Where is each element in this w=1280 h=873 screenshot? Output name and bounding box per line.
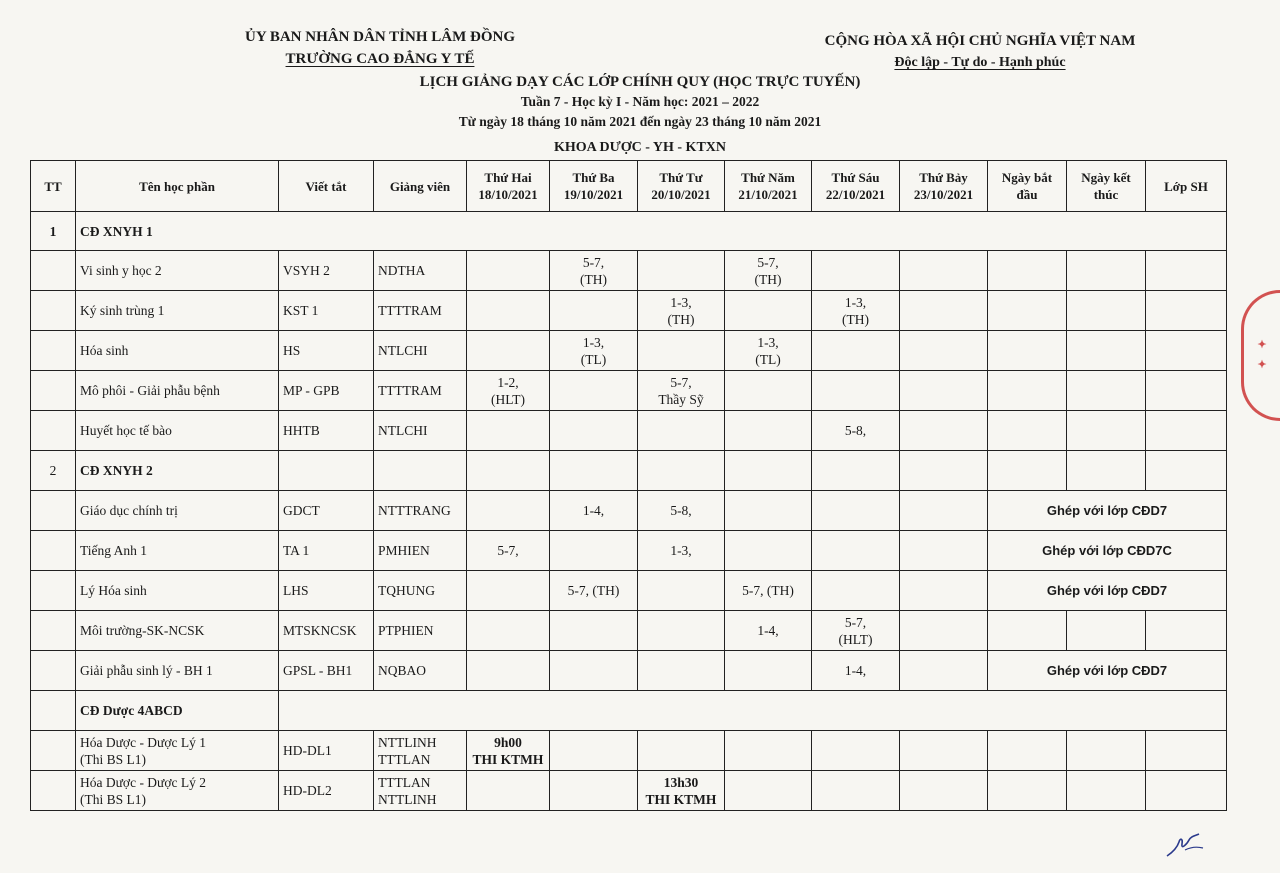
header-right xyxy=(800,30,1160,74)
subject-name: Giải phẫu sinh lý - BH 1 xyxy=(76,651,279,691)
session-mon xyxy=(467,371,550,411)
session-l1: 5-7, xyxy=(670,374,692,390)
merge-note: Ghép với lớp CĐD7 xyxy=(988,571,1227,611)
session-mon xyxy=(467,731,550,771)
table-row xyxy=(31,331,1227,371)
session-tue xyxy=(550,251,638,291)
col-fri xyxy=(812,161,900,212)
subject-name: Hóa sinh xyxy=(76,331,279,371)
province-committee: ỦY BAN NHÂN DÂN TỈNH LÂM ĐỒNG xyxy=(244,29,515,45)
teacher-l2: TTTLAN xyxy=(378,751,431,767)
header-row xyxy=(31,161,1227,212)
session-l2: (HLT) xyxy=(838,631,873,647)
subject-name xyxy=(76,771,279,811)
session-fri: 1-4, xyxy=(812,651,900,691)
subject-name: Huyết học tế bào xyxy=(76,411,279,451)
subject-name: Vi sinh y học 2 xyxy=(76,251,279,291)
subject-abbr: HD-DL2 xyxy=(279,771,374,811)
teacher: PMHIEN xyxy=(374,531,467,571)
group-row xyxy=(31,691,1227,731)
subject-abbr: KST 1 xyxy=(279,291,374,331)
session-l2: Thầy Sỹ xyxy=(658,391,704,407)
session-l2: (HLT) xyxy=(491,391,525,407)
session-l1: 5-7, xyxy=(844,614,867,630)
teacher: NTTTRANG xyxy=(374,491,467,531)
session-l1: 5-7, xyxy=(582,254,605,270)
col-tue-day: Thứ Ba xyxy=(572,170,615,185)
teacher-l1: TTTLAN xyxy=(378,774,431,790)
col-thu-day: Thứ Năm xyxy=(741,170,795,185)
subject-abbr: HHTB xyxy=(279,411,374,451)
merge-note: Ghép với lớp CĐD7 xyxy=(988,491,1227,531)
session-wed xyxy=(638,771,725,811)
national-title: CỘNG HÒA XÃ HỘI CHỦ NGHĨA VIỆT NAM xyxy=(824,33,1136,49)
session-wed xyxy=(638,371,725,411)
col-start-l1: Ngày bắt xyxy=(1001,170,1053,185)
table-row xyxy=(31,291,1227,331)
col-start-l2: đầu xyxy=(1016,187,1038,202)
document-title: LỊCH GIẢNG DẠY CÁC LỚP CHÍNH QUY (HỌC TRỰC TUYẾN) xyxy=(419,74,861,90)
group-tt xyxy=(31,691,76,731)
session-l2: (TH) xyxy=(842,311,869,327)
table-row xyxy=(31,611,1227,651)
session-l2: (TH) xyxy=(580,271,607,287)
session-l2: THI KTMH xyxy=(645,791,717,807)
table-row xyxy=(31,731,1227,771)
merge-note: Ghép với lớp CĐD7C xyxy=(988,531,1227,571)
teacher: PTPHIEN xyxy=(374,611,467,651)
session-l1: 1-3, xyxy=(582,334,605,350)
subject-abbr: HD-DL1 xyxy=(279,731,374,771)
session-mon: 5-7, xyxy=(467,531,550,571)
session-l2: (TH) xyxy=(667,311,695,327)
col-mon xyxy=(467,161,550,212)
col-sat xyxy=(900,161,988,212)
schedule-table xyxy=(30,160,1227,811)
table-row xyxy=(31,771,1227,811)
table-row xyxy=(31,251,1227,291)
subject-name-l1: Hóa Dược - Dược Lý 1 xyxy=(80,734,207,750)
col-sat-date: 23/10/2021 xyxy=(913,187,974,202)
teacher: NTLCHI xyxy=(374,411,467,451)
teacher: TTTTRAM xyxy=(374,291,467,331)
session-fri xyxy=(812,611,900,651)
faculty-name: KHOA DƯỢC - YH - KTXN xyxy=(553,140,726,155)
session-l2: THI KTMH xyxy=(472,751,544,767)
subject-name-l1: Hóa Dược - Dược Lý 2 xyxy=(80,774,207,790)
col-fri-day: Thứ Sáu xyxy=(831,170,880,185)
session-wed: 5-8, xyxy=(638,491,725,531)
session-fri xyxy=(812,291,900,331)
subject-name-l2: (Thi BS L1) xyxy=(80,791,146,807)
national-motto: Độc lập - Tự do - Hạnh phúc xyxy=(894,55,1066,70)
subject-name: Môi trường-SK-NCSK xyxy=(76,611,279,651)
col-tt: TT xyxy=(31,161,76,212)
subject-abbr: GDCT xyxy=(279,491,374,531)
table-row xyxy=(31,651,1227,691)
group-row xyxy=(31,212,1227,251)
col-abbr: Viết tắt xyxy=(279,161,374,212)
col-mon-date: 18/10/2021 xyxy=(478,187,538,202)
date-range: Từ ngày 18 tháng 10 năm 2021 đến ngày 23 tháng 10 năm 2021 xyxy=(458,114,822,129)
group-tt: 2 xyxy=(31,451,76,491)
subject-name: Lý Hóa sinh xyxy=(76,571,279,611)
teacher: NTLCHI xyxy=(374,331,467,371)
col-end xyxy=(1067,161,1146,212)
group-row xyxy=(31,451,1227,491)
session-thu: 1-4, xyxy=(725,611,812,651)
col-end-l1: Ngày kết xyxy=(1081,170,1131,185)
col-start xyxy=(988,161,1067,212)
teacher-l2: NTTLINH xyxy=(378,791,437,807)
group-name: CĐ XNYH 2 xyxy=(76,451,279,491)
subject-name: Giáo dục chính trị xyxy=(76,491,279,531)
teacher-l1: NTTLINH xyxy=(378,734,437,750)
subject-abbr: LHS xyxy=(279,571,374,611)
session-l2: (TL) xyxy=(580,351,607,367)
col-thu xyxy=(725,161,812,212)
subject-name: Mô phôi - Giải phẫu bệnh xyxy=(76,371,279,411)
subject-abbr: TA 1 xyxy=(279,531,374,571)
session-l2: (TL) xyxy=(755,351,781,367)
subject-abbr: MTSKNCSK xyxy=(279,611,374,651)
group-tt: 1 xyxy=(31,212,76,251)
col-fri-date: 22/10/2021 xyxy=(825,187,886,202)
table-row xyxy=(31,411,1227,451)
session-l1: 5-7, xyxy=(757,254,779,270)
teacher xyxy=(374,731,467,771)
subject-abbr: VSYH 2 xyxy=(279,251,374,291)
col-tue xyxy=(550,161,638,212)
col-wed xyxy=(638,161,725,212)
table-row xyxy=(31,571,1227,611)
col-tue-date: 19/10/2021 xyxy=(563,187,624,202)
session-tue xyxy=(550,331,638,371)
teacher xyxy=(374,771,467,811)
table-row xyxy=(31,531,1227,571)
subject-name-l2: (Thi BS L1) xyxy=(80,751,146,767)
session-tue: 1-4, xyxy=(550,491,638,531)
table-row xyxy=(31,491,1227,531)
teacher: TQHUNG xyxy=(374,571,467,611)
subject-abbr: MP - GPB xyxy=(279,371,374,411)
title-block xyxy=(330,72,950,158)
week-info: Tuần 7 - Học kỳ I - Năm học: 2021 – 2022 xyxy=(520,94,760,109)
teacher: NQBAO xyxy=(374,651,467,691)
session-l1: 1-2, xyxy=(497,374,519,390)
subject-name: Tiếng Anh 1 xyxy=(76,531,279,571)
seal-stamp-icon: ✦ ✦ xyxy=(1241,290,1280,421)
session-thu xyxy=(725,331,812,371)
col-wed-day: Thứ Tư xyxy=(659,170,703,185)
subject-abbr: HS xyxy=(279,331,374,371)
teacher: NDTHA xyxy=(374,251,467,291)
session-tue: 5-7, (TH) xyxy=(550,571,638,611)
college-name: TRƯỜNG CAO ĐẲNG Y TẾ xyxy=(285,51,475,67)
session-thu xyxy=(725,251,812,291)
col-thu-date: 21/10/2021 xyxy=(738,187,798,202)
col-mon-day: Thứ Hai xyxy=(484,170,532,185)
session-wed: 1-3, xyxy=(638,531,725,571)
subject-name xyxy=(76,731,279,771)
col-teacher: Giảng viên xyxy=(374,161,467,212)
header-left xyxy=(230,26,530,70)
session-l2: (TH) xyxy=(754,271,782,287)
merge-note: Ghép với lớp CĐD7 xyxy=(988,651,1227,691)
session-wed xyxy=(638,291,725,331)
group-name: CĐ XNYH 1 xyxy=(76,212,1227,251)
col-wed-date: 20/10/2021 xyxy=(651,187,711,202)
session-fri: 5-8, xyxy=(812,411,900,451)
subject-name: Ký sinh trùng 1 xyxy=(76,291,279,331)
signature-icon xyxy=(1165,830,1205,860)
session-l1: 1-3, xyxy=(670,294,692,310)
subject-abbr: GPSL - BH1 xyxy=(279,651,374,691)
session-l1: 13h30 xyxy=(663,774,699,790)
group-name: CĐ Dược 4ABCD xyxy=(76,691,279,731)
session-l1: 1-3, xyxy=(844,294,867,310)
col-sat-day: Thứ Bảy xyxy=(919,170,968,185)
table-row xyxy=(31,371,1227,411)
col-class: Lớp SH xyxy=(1146,161,1227,212)
session-l1: 9h00 xyxy=(494,734,522,750)
session-l1: 1-3, xyxy=(757,334,779,350)
session-thu: 5-7, (TH) xyxy=(725,571,812,611)
teacher: TTTTRAM xyxy=(374,371,467,411)
col-name: Tên học phần xyxy=(76,161,279,212)
col-end-l2: thúc xyxy=(1093,187,1119,202)
